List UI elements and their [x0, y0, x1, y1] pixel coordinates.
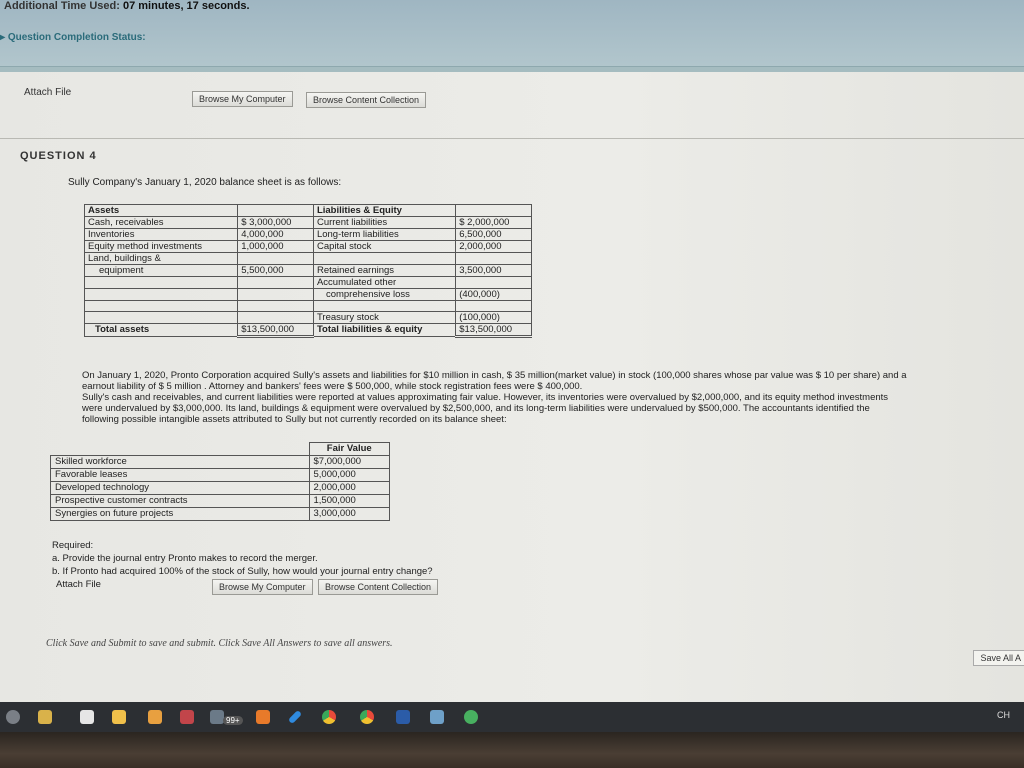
- paragraph-line: earnout liability of $ 5 million . Attorney and bankers' fees were $ 500,000, while stock registration fees were $ 400,000.: [82, 381, 583, 392]
- browse-my-computer-button[interactable]: Browse My Computer: [212, 579, 313, 595]
- time-used: [4, 0, 250, 12]
- submit-instruction: Click Save and Submit to save and submit. Click Save All Answers to save all answers.: [46, 638, 393, 649]
- mail-icon[interactable]: [210, 710, 224, 724]
- paragraph-line: Sully's cash and receivables, and current liabilities were reported at values approximating fair value. However, its inventories were overvalued by $2,000,000, and its equity method investments: [82, 392, 889, 403]
- liability-label: Capital stock: [313, 241, 455, 253]
- completion-status-label: Question Completion Status:: [7, 32, 146, 43]
- paragraph-line: following possible intangible assets attributed to Sully but not currently recorded on its balance sheet:: [82, 414, 507, 425]
- required-a: a. Provide the journal entry Pronto makes to record the merger.: [52, 553, 318, 564]
- word-icon[interactable]: [396, 710, 410, 724]
- problem-paragraph: [82, 370, 962, 425]
- intangible-value: 3,000,000: [309, 508, 390, 521]
- question-intro: Sully Company's January 1, 2020 balance sheet is as follows:: [68, 177, 342, 188]
- liabilities-header: Liabilities & Equity: [313, 205, 455, 217]
- required-b: b. If Pronto had acquired 100% of the stock of Sully, how would your journal entry change?: [52, 566, 433, 577]
- asset-value: $ 3,000,000: [238, 217, 314, 229]
- attach-file-label: Attach File: [24, 87, 72, 98]
- liability-value: (400,000): [456, 289, 532, 301]
- liability-label: Retained earnings: [313, 265, 455, 277]
- intangible-value: $7,000,000: [309, 456, 390, 469]
- completion-status[interactable]: [0, 32, 146, 43]
- asset-label: equipment: [85, 265, 238, 277]
- fair-value-header: Fair Value: [309, 443, 390, 456]
- question-title: QUESTION 4: [20, 150, 97, 162]
- total-assets-value: $13,500,000: [238, 324, 314, 337]
- asset-value: 1,000,000: [238, 241, 314, 253]
- liability-value: 3,500,000: [456, 265, 532, 277]
- time-used-label: Additional Time Used:: [4, 0, 120, 12]
- top-status-bar: [0, 0, 1024, 72]
- chrome-icon[interactable]: [360, 710, 374, 724]
- intangible-label: Skilled workforce: [51, 456, 310, 469]
- liability-label: comprehensive loss: [313, 289, 455, 301]
- chevron-right-icon: ▸: [0, 32, 6, 43]
- liability-label: Long-term liabilities: [313, 229, 455, 241]
- browse-my-computer-button[interactable]: Browse My Computer: [192, 91, 293, 107]
- question-panel: [0, 72, 1024, 702]
- browse-content-collection-button[interactable]: Browse Content Collection: [318, 579, 438, 595]
- calculator-icon[interactable]: [80, 710, 94, 724]
- assets-header: Assets: [85, 205, 238, 217]
- attach-file-label: Attach File: [56, 579, 101, 590]
- file-explorer-icon[interactable]: [38, 710, 52, 724]
- intangible-label: Synergies on future projects: [51, 508, 310, 521]
- app-icon[interactable]: [464, 710, 478, 724]
- balance-sheet-table: [84, 204, 532, 338]
- asset-label: Inventories: [85, 229, 238, 241]
- liability-label: Accumulated other: [313, 277, 455, 289]
- liability-label: Current liabilities: [313, 217, 455, 229]
- fair-value-table: [50, 442, 390, 521]
- store-icon[interactable]: [112, 710, 126, 724]
- asset-value: 4,000,000: [238, 229, 314, 241]
- time-used-value: 07 minutes, 17 seconds.: [122, 0, 250, 12]
- browse-content-collection-button[interactable]: Browse Content Collection: [306, 92, 426, 108]
- attach-file-row: [0, 72, 1024, 139]
- app-icon[interactable]: [430, 710, 444, 724]
- asset-label: Cash, receivables: [85, 217, 238, 229]
- intangible-value: 2,000,000: [309, 482, 390, 495]
- total-assets-label: Total assets: [85, 324, 238, 337]
- app-icon[interactable]: [148, 710, 162, 724]
- intangible-label: Prospective customer contracts: [51, 495, 310, 508]
- asset-label: Land, buildings &: [85, 253, 238, 265]
- intangible-label: Developed technology: [51, 482, 310, 495]
- notification-badge: 99+: [223, 716, 243, 725]
- required-title: Required:: [52, 540, 94, 551]
- intangible-value: 1,500,000: [309, 495, 390, 508]
- app-icon[interactable]: [180, 710, 194, 724]
- intangible-label: Favorable leases: [51, 469, 310, 482]
- total-liabilities-value: $13,500,000: [456, 324, 532, 337]
- asset-label: Equity method investments: [85, 241, 238, 253]
- liability-value: (100,000): [456, 312, 532, 324]
- save-all-answers-button[interactable]: Save All A: [973, 650, 1024, 666]
- monitor-bezel: [0, 732, 1024, 768]
- start-icon[interactable]: [6, 710, 20, 724]
- chrome-icon[interactable]: [322, 710, 336, 724]
- liability-value: 6,500,000: [456, 229, 532, 241]
- paragraph-line: On January 1, 2020, Pronto Corporation acquired Sully's assets and liabilities for $10 million in cash, $ 35 million(market value) in stock (100,000 shares whose par value was $ 10 per share) and a: [82, 370, 907, 381]
- pen-icon[interactable]: [288, 710, 302, 724]
- total-liabilities-label: Total liabilities & equity: [313, 324, 455, 337]
- liability-value: $ 2,000,000: [456, 217, 532, 229]
- paragraph-line: were undervalued by $3,000,000. Its land, buildings & equipment were overvalued by $2,500,000, and its long-term liabilities were undervalued by $500,000. The accountants identified the: [82, 403, 870, 414]
- intangible-value: 5,000,000: [309, 469, 390, 482]
- tray-language[interactable]: CH: [997, 710, 1010, 720]
- asset-value: 5,500,000: [238, 265, 314, 277]
- liability-value: 2,000,000: [456, 241, 532, 253]
- app-icon[interactable]: [256, 710, 270, 724]
- taskbar: [0, 702, 1024, 732]
- liability-label: Treasury stock: [313, 312, 455, 324]
